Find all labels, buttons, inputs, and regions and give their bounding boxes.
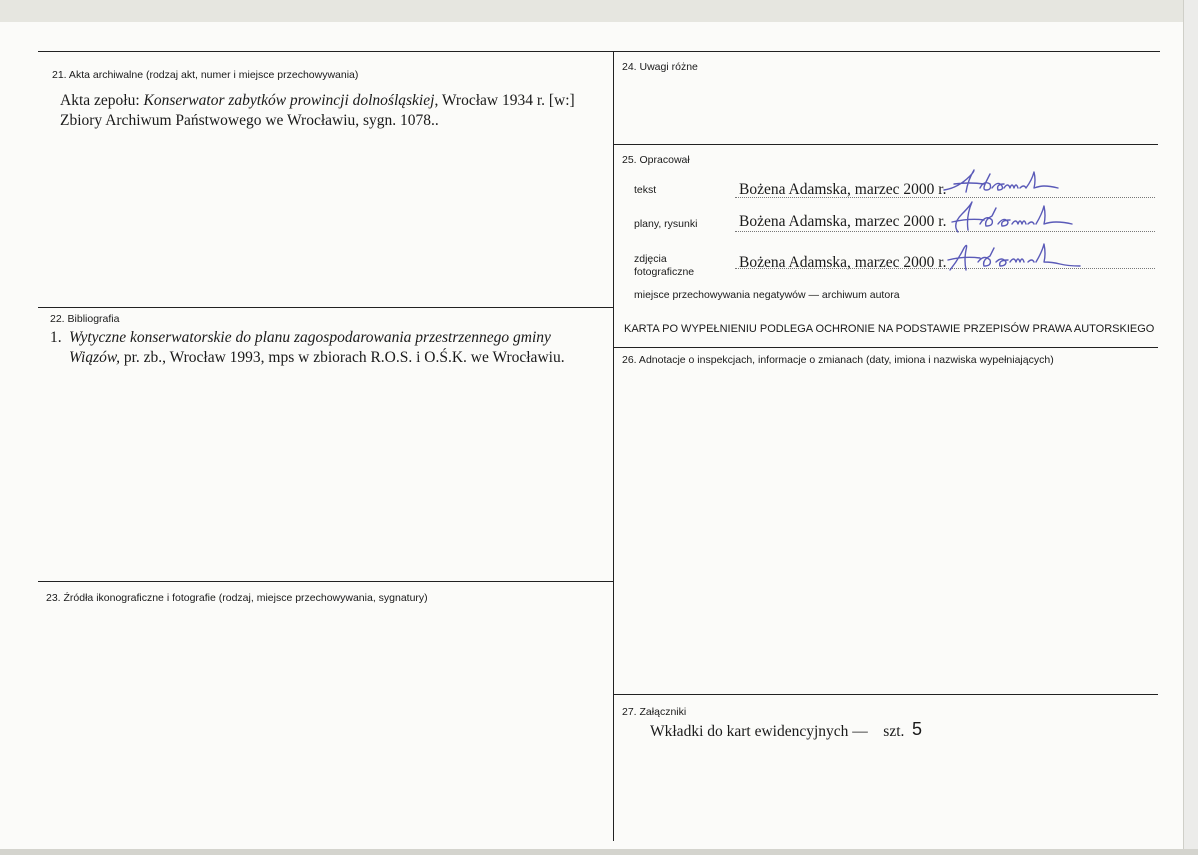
- author-row-field: tekst: [634, 184, 657, 196]
- section-27-label: 27. Załączniki: [622, 706, 687, 718]
- author-row-value: Bożena Adamska, marzec 2000 r.: [739, 254, 947, 271]
- bibliography-title-line1: Wytyczne konserwatorskie do planu zagospodarowania przestrzennego gminy: [69, 329, 551, 346]
- signature-image: [944, 240, 1084, 274]
- attachments-count: 5: [912, 719, 923, 739]
- rule-25-26: [613, 347, 1158, 348]
- scan-top-margin: [0, 0, 1198, 22]
- rule-24-25: [613, 144, 1158, 145]
- signature-image: [944, 200, 1084, 238]
- bibliography-details: pr. zb., Wrocław 1993, mps w zbiorach R.O.S. i O.Ś.K. we Wrocławiu.: [119, 349, 565, 366]
- section-25-label: 25. Opracował: [622, 154, 690, 166]
- archive-suffix: , Wrocław 1934 r. [w:]: [434, 92, 575, 109]
- author-row-value: Bożena Adamska, marzec 2000 r.: [739, 181, 947, 198]
- signature-image: [940, 166, 1070, 200]
- section-21-label: 21. Akta archiwalne (rodzaj akt, numer i miejsce przechowywania): [52, 69, 359, 81]
- author-row-field: zdjęcia fotograficzne: [634, 253, 695, 278]
- rule-22-23: [38, 581, 613, 582]
- rule-26-27: [613, 694, 1158, 695]
- bibliography-item-number: 1.: [50, 329, 62, 346]
- section-21-text: [60, 91, 605, 131]
- author-row-field: plany, rysunki: [634, 218, 698, 230]
- section-22-label: 22. Bibliografia: [50, 313, 120, 325]
- bibliography-item: [69, 328, 609, 368]
- archive-line2: Zbiory Archiwum Państwowego we Wrocławiu, sygn. 1078..: [60, 112, 439, 129]
- section-26-label: 26. Adnotacje o inspekcjach, informacje o zmianach (daty, imiona i nazwiska wypełniających): [622, 354, 1054, 366]
- top-rule: [38, 51, 1160, 52]
- copyright-notice: KARTA PO WYPEŁNIENIU PODLEGA OCHRONIE NA PODSTAWIE PRZEPISÓW PRAWA AUTORSKIEGO: [624, 323, 1155, 335]
- archive-title: Konserwator zabytków prowincji dolnośląskiej: [143, 92, 435, 109]
- scan-right-edge: [1183, 0, 1198, 855]
- center-divider: [613, 51, 614, 841]
- bibliography-title-line2: Wiązów,: [69, 349, 120, 366]
- author-row-value: Bożena Adamska, marzec 2000 r.: [739, 213, 947, 230]
- section-23-label: 23. Źródła ikonograficzne i fotografie (rodzaj, miejsce przechowywania, sygnatury): [46, 592, 428, 604]
- rule-21-22: [38, 307, 613, 308]
- scan-bottom-edge: [0, 849, 1198, 855]
- archive-prefix: Akta zepołu:: [60, 92, 144, 109]
- negatives-storage-note: miejsce przechowywania negatywów — archiwum autora: [634, 289, 900, 301]
- attachments-text: Wkładki do kart ewidencyjnych — szt.: [650, 723, 905, 740]
- section-24-label: 24. Uwagi różne: [622, 61, 698, 73]
